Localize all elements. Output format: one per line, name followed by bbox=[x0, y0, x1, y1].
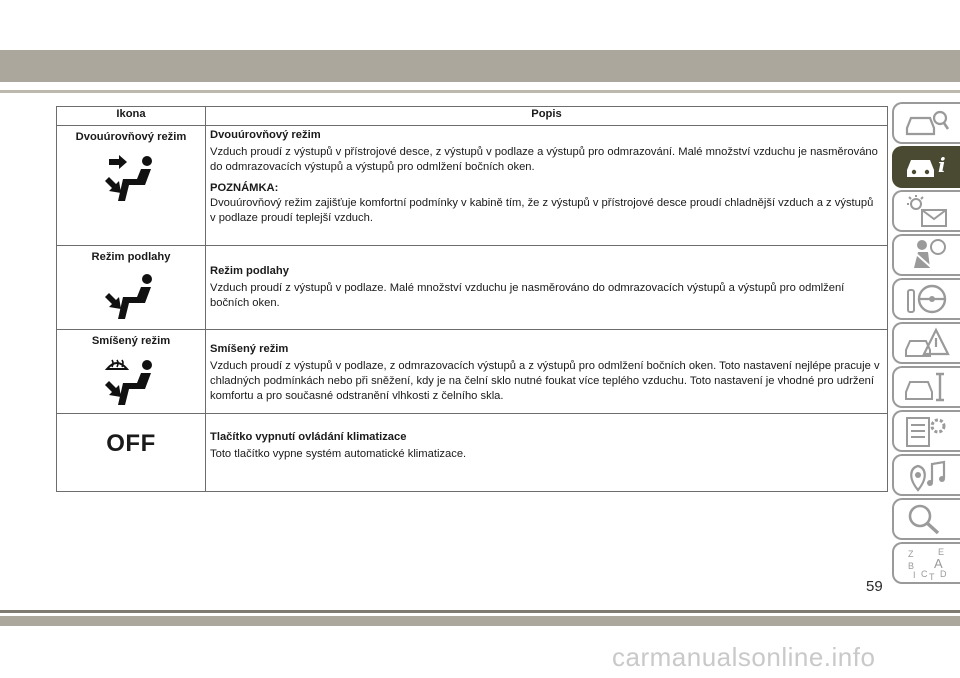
climate-modes-table bbox=[56, 106, 888, 492]
car-info-icon bbox=[904, 150, 950, 184]
tab-specifications[interactable] bbox=[892, 410, 960, 452]
tab-index[interactable] bbox=[892, 542, 960, 584]
row-text: Vzduch proudí z výstupů v podlaze, z odmrazovacích výstupů a z výstupů pro odmlžení bočních oken. Toto nastavení nejlépe pracuje v chladných podmínkách nebo při sněžení, kdy je na čelní sklo nutné foukat více teplého vzduchu. Toto nastavení je vhodné pro udržení komfortu a pro současné odstranění vlhkosti z čelního skla. bbox=[210, 360, 880, 402]
footer-band bbox=[0, 616, 960, 626]
index-letter: T bbox=[929, 572, 935, 580]
tab-airbag[interactable] bbox=[892, 234, 960, 276]
watermark: carmanualsonline.info bbox=[612, 642, 876, 672]
airbag-seatbelt-icon bbox=[904, 238, 950, 272]
alphabetical-index-icon bbox=[904, 546, 950, 580]
car-emergency-icon bbox=[904, 326, 950, 360]
header-band bbox=[0, 50, 960, 82]
index-letter: C bbox=[921, 569, 928, 579]
bilevel-mode-icon bbox=[103, 151, 159, 209]
index-letter: Z bbox=[908, 549, 914, 559]
tab-warning-lights[interactable] bbox=[892, 190, 960, 232]
icon-cell bbox=[57, 246, 206, 330]
row-text: Vzduch proudí z výstupů v přístrojové desce, z výstupů v podlaze a výstupů pro odmrazování. Malé množství vzduchu je nasměrováno do odmrazovacích výstupů a výstupů pro odmlžení bočních oken. bbox=[210, 146, 878, 173]
row-title: Režim podlahy bbox=[210, 265, 289, 277]
description-cell bbox=[206, 330, 888, 414]
icon-cell bbox=[57, 330, 206, 414]
row-text: Vzduch proudí z výstupů v podlaze. Malé množství vzduchu je nasměrováno do odmrazovacích výstupů a výstupů pro odmlžení bočních oken. bbox=[210, 282, 845, 309]
header-icon: Ikona bbox=[57, 107, 206, 126]
specifications-gear-icon bbox=[904, 414, 950, 448]
tab-multimedia[interactable] bbox=[892, 454, 960, 496]
index-letter: E bbox=[938, 547, 945, 557]
table-row bbox=[57, 414, 888, 492]
header-description: Popis bbox=[206, 107, 888, 126]
row-title: Dvouúrovňový režim bbox=[210, 129, 321, 141]
mix-mode-icon bbox=[103, 355, 159, 413]
search-icon bbox=[904, 502, 950, 536]
tab-car-search[interactable] bbox=[892, 102, 960, 144]
index-letter: A bbox=[934, 556, 943, 571]
table-row bbox=[57, 246, 888, 330]
icon-cell bbox=[57, 126, 206, 246]
tab-emergency[interactable] bbox=[892, 322, 960, 364]
row-icon-label: Smíšený režim bbox=[91, 335, 171, 347]
icon-cell bbox=[57, 414, 206, 492]
multimedia-icon bbox=[904, 458, 950, 492]
table-header-row bbox=[57, 107, 888, 126]
note-text: Dvouúrovňový režim zajišťuje komfortní podmínky v kabině tím, že z výstupů v přístrojové desce proudí chladnější vzduch a z výstupů v podlaze proudí teplejší vzduch. bbox=[210, 197, 874, 224]
tab-car-info[interactable] bbox=[892, 146, 960, 188]
description-cell bbox=[206, 414, 888, 492]
table-row bbox=[57, 126, 888, 246]
row-text: Toto tlačítko vypne systém automatické klimatizace. bbox=[210, 448, 467, 460]
row-title: Tlačítko vypnutí ovládání klimatizace bbox=[210, 431, 407, 443]
description-cell bbox=[206, 126, 888, 246]
floor-mode-icon bbox=[103, 271, 159, 325]
steering-key-icon bbox=[904, 282, 950, 316]
car-service-icon bbox=[904, 370, 950, 404]
footer-rule bbox=[0, 610, 960, 613]
index-letter: D bbox=[940, 569, 947, 579]
tab-steering[interactable] bbox=[892, 278, 960, 320]
description-cell bbox=[206, 246, 888, 330]
row-icon-label: Režim podlahy bbox=[91, 251, 171, 263]
index-letter: I bbox=[913, 570, 916, 580]
tab-search[interactable] bbox=[892, 498, 960, 540]
off-button-icon: OFF bbox=[106, 430, 156, 457]
tab-service[interactable] bbox=[892, 366, 960, 408]
row-icon-label: Dvouúrovňový režim bbox=[75, 131, 187, 143]
row-title: Smíšený režim bbox=[210, 343, 289, 355]
table-row bbox=[57, 330, 888, 414]
note-title: POZNÁMKA: bbox=[210, 182, 279, 194]
warning-light-message-icon bbox=[904, 194, 950, 228]
index-letter: B bbox=[908, 561, 915, 571]
svg-text:i: i bbox=[938, 153, 946, 177]
page-number: 59 bbox=[866, 578, 883, 595]
car-search-icon bbox=[904, 106, 950, 140]
header-rule bbox=[0, 90, 960, 93]
